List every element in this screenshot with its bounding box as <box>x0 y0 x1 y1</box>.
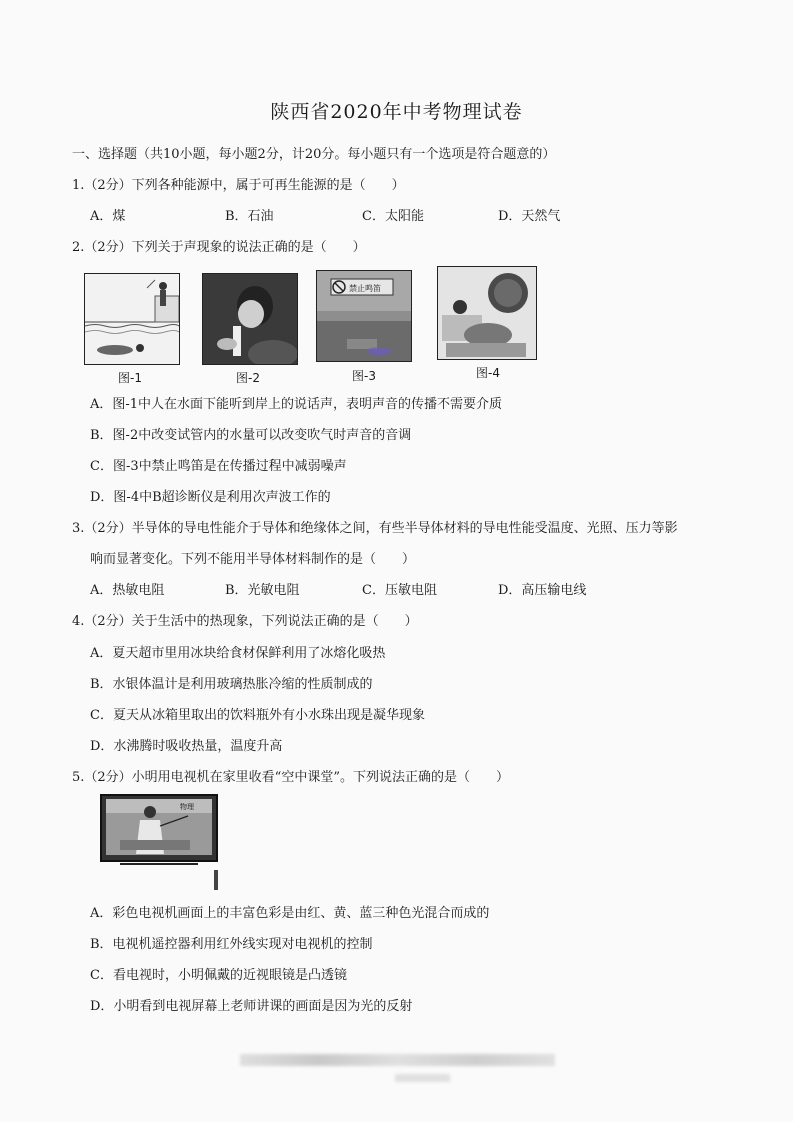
blurred-footer <box>240 1054 555 1066</box>
question-2-option-b: B．图-2中改变试管内的水量可以改变吹气时声音的音调 <box>90 428 412 443</box>
question-2-option-d: D．图-4中B超诊断仪是利用次声波工作的 <box>90 490 331 505</box>
question-1-option-d: D．天然气 <box>498 209 561 224</box>
question-4-option-d: D．水沸腾时吸收热量，温度升高 <box>90 739 283 754</box>
tv-image <box>100 794 218 866</box>
question-4-option-c: C．夏天从冰箱里取出的饮料瓶外有小水珠出现是凝华现象 <box>90 708 425 723</box>
figure-1-swimmer-image <box>84 273 180 365</box>
question-4-option-a: A．夏天超市里用冰块给食材保鲜利用了冰熔化吸热 <box>90 646 386 661</box>
question-5-stem: 5.（2分）小明用电视机在家里收看“空中课堂”。下列说法正确的是（ ） <box>72 770 509 785</box>
question-5-option-c: C．看电视时，小明佩戴的近视眼镜是凸透镜 <box>90 968 347 983</box>
figure-1-caption: 图-1 <box>118 371 142 385</box>
figure-3-sign-text: 禁止鸣笛 <box>349 284 381 293</box>
tv-screen-label: 物理 <box>180 803 194 811</box>
question-3-stem-line-2: 响而显著变化。下列不能用半导体材料制作的是（ ） <box>90 552 416 567</box>
question-1-option-b: B．石油 <box>225 209 274 224</box>
question-1-stem: 1.（2分）下列各种能源中，属于可再生能源的是（ ） <box>72 178 405 193</box>
question-3-option-a: A．热敏电阻 <box>90 583 165 598</box>
question-4-stem: 4.（2分）关于生活中的热现象，下列说法正确的是（ ） <box>72 614 418 629</box>
question-3-option-b: B．光敏电阻 <box>225 583 300 598</box>
figure-2-caption: 图-2 <box>236 371 260 385</box>
question-2-option-a: A．图-1中人在水面下能听到岸上的说话声，表明声音的传播不需要介质 <box>90 397 503 412</box>
question-3-option-c: C．压敏电阻 <box>362 583 437 598</box>
question-2-stem: 2.（2分）下列关于声现象的说法正确的是（ ） <box>72 240 366 255</box>
question-3-stem-line-1: 3.（2分）半导体的导电性能介于导体和绝缘体之间，有些半导体材料的导电性能受温度、光照、压力等影 <box>72 521 678 536</box>
question-1-option-a: A．煤 <box>90 209 126 224</box>
question-5-option-d: D．小明看到电视屏幕上老师讲课的画面是因为光的反射 <box>90 999 413 1014</box>
blurred-page-number <box>395 1074 450 1082</box>
figure-3-caption: 图-3 <box>352 369 376 383</box>
question-2-option-c: C．图-3中禁止鸣笛是在传播过程中减弱噪声 <box>90 459 347 474</box>
figure-4-b-ultrasound-image <box>437 266 537 360</box>
question-3-option-d: D．高压输电线 <box>498 583 587 598</box>
question-1-option-c: C．太阳能 <box>362 209 424 224</box>
page-title: 陕西省2020年中考物理试卷 <box>270 101 523 123</box>
figure-3-no-horn-sign-image <box>316 270 412 362</box>
figure-4-caption: 图-4 <box>476 366 500 380</box>
figure-2-test-tube-image <box>202 273 298 365</box>
question-5-option-b: B．电视机遥控器利用红外线实现对电视机的控制 <box>90 937 373 952</box>
question-4-option-b: B．水银体温计是利用玻璃热胀冷缩的性质制成的 <box>90 677 373 692</box>
section-heading: 一、选择题（共10小题，每小题2分，计20分。每小题只有一个选项是符合题意的） <box>72 147 556 162</box>
question-5-option-a: A．彩色电视机画面上的丰富色彩是由红、黄、蓝三种色光混合而成的 <box>90 906 490 921</box>
